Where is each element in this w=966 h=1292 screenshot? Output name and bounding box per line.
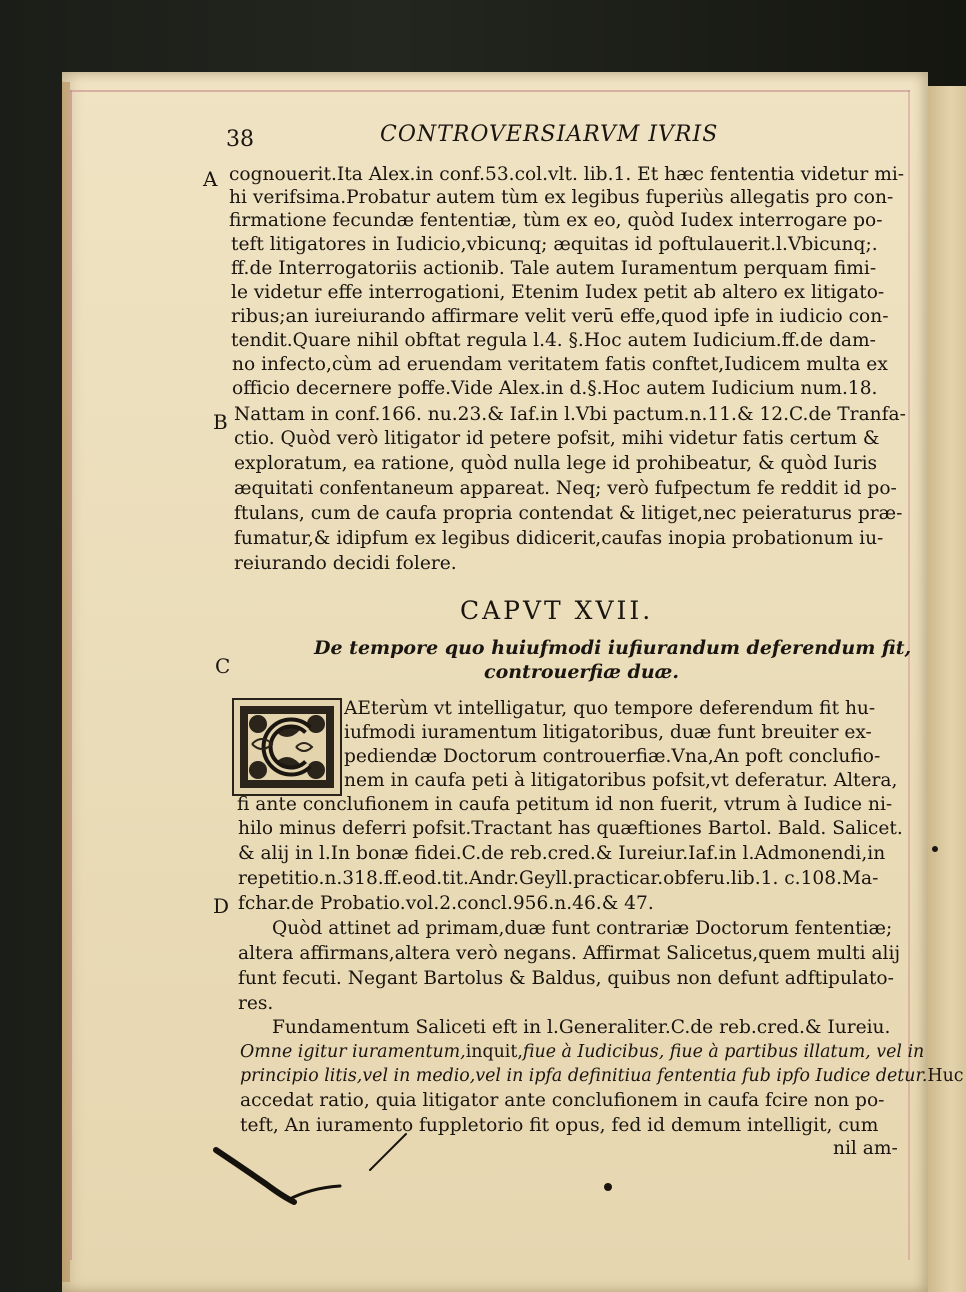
text-line: & alij in l.In bonæ fidei.C.de reb.cred.& Iureiur.Iaf.in l.Admonendi,in [238, 843, 886, 864]
chapter-title: CAPVT XVII. [460, 596, 654, 625]
next-page-edge [928, 86, 966, 1292]
italic-quote: fiue à Iudicibus, fiue à partibus illatum, vel in [522, 1042, 925, 1062]
text-line: firmatione fecundæ fententiæ, tùm ex eo, quòd Iudex interrogare po- [229, 210, 883, 231]
text-line: officio decernere poffe.Vide Alex.in d.§.Hoc autem Iudicium num.18. [232, 378, 878, 399]
text-line: æquitati confentaneum appareat. Neq; verò fufpectum fe reddit id po- [234, 478, 897, 499]
chapter-subtitle-line2: controuerfiæ duæ. [484, 661, 679, 683]
ink-stroke-mark [210, 1130, 430, 1220]
text-line: res. [238, 993, 274, 1014]
text-line: repetitio.n.318.ff.eod.tit.Andr.Geyll.practicar.obferu.lib.1. c.108.Ma- [238, 868, 879, 889]
text-line: exploratum, ea ratione, quòd nulla lege id prohibeatur, & quòd Iuris [234, 453, 878, 474]
roman-text: Huc [927, 1066, 964, 1086]
ink-dot [604, 1183, 612, 1191]
text-line: Quòd attinet ad primam,duæ funt contrariæ Doctorum fententiæ; [272, 918, 893, 939]
text-line: nem in caufa peti à litigatoribus pofsit,vt deferatur. Altera, [344, 770, 898, 791]
decorated-initial-c [232, 698, 342, 796]
text-line: ftulans, cum de caufa propria contendat & litiget,nec peieraturus præ- [234, 503, 903, 524]
italic-quote: principio litis,vel in medio,vel in ipfa definitiua fententia fub ipfo Iudice detur. [240, 1066, 928, 1086]
text-line: altera affirmans,altera verò negans. Affirmat Salicetus,quem multi alij [238, 943, 901, 964]
text-line: Fundamentum Saliceti eft in l.Generaliter.C.de reb.cred.& Iureiu. [272, 1017, 891, 1038]
red-rule-left [70, 90, 72, 1260]
text-line: fi ante conclufionem in caufa petitum id non fuerit, vtrum à Iudice ni- [237, 794, 893, 815]
text-line: funt fecuti. Negant Bartolus & Baldus, quibus non defunt adftipulato- [238, 968, 894, 989]
text-line: ctio. Quòd verò litigator id petere pofsit, mihi videtur fatis certum & [234, 428, 880, 449]
text-line: le videtur effe interrogationi, Etenim Iudex petit ab altero ex litigato- [231, 282, 885, 303]
text-line-mixed [240, 1041, 924, 1063]
chapter-subtitle-line1: De tempore quo huiufmodi iufiurandum deferendum fit, [314, 637, 912, 659]
margin-letter-d: D [213, 894, 230, 918]
page-gutter-shadow [62, 82, 70, 1282]
text-line: Nattam in conf.166. nu.23.& Iaf.in l.Vbi pactum.n.11.& 12.C.de Tranfa- [234, 404, 906, 425]
text-line: hi verifsima.Probatur autem tùm ex legibus fuperiùs allegatis pro con- [229, 187, 894, 208]
ink-dot [932, 846, 938, 852]
margin-letter-a: A [203, 167, 218, 191]
margin-letter-b: B [213, 410, 228, 434]
text-line-mixed [240, 1065, 964, 1087]
text-line: cognouerit.Ita Alex.in conf.53.col.vlt. lib.1. Et hæc fententia videtur mi- [229, 164, 905, 185]
text-line: pediendæ Doctorum controuerfiæ.Vna,An poft conclufio- [344, 746, 881, 767]
running-head: CONTROVERSIARVM IVRIS [380, 122, 719, 147]
red-rule-top [70, 90, 910, 92]
ornamental-initial-icon [234, 700, 340, 794]
italic-quote: Omne igitur iuramentum, [240, 1042, 466, 1062]
text-line: AEterùm vt intelligatur, quo tempore deferendum fit hu- [344, 698, 876, 719]
text-line: ff.de Interrogatoriis actionib. Tale autem Iuramentum perquam fimi- [231, 258, 877, 279]
catchword: nil am- [833, 1138, 898, 1159]
text-line: fchar.de Probatio.vol.2.concl.956.n.46.& 47. [238, 893, 654, 914]
page-number: 38 [226, 127, 254, 152]
text-line: teft, An iuramento fuppletorio fit opus, fed id demum intelligit, cum [240, 1115, 879, 1136]
text-line: teft litigatores in Iudicio,vbicunq; æquitas id poftulauerit.l.Vbicunq;. [231, 234, 878, 255]
text-line: iufmodi iuramentum litigatoribus, duæ funt breuiter ex- [344, 722, 872, 743]
text-line: fumatur,& idipfum ex legibus didicerit,caufas inopia probationum iu- [234, 528, 884, 549]
text-line: accedat ratio, quia litigator ante conclufionem in caufa fcire non po- [240, 1090, 885, 1111]
text-line: no infecto,cùm ad eruendam veritatem fatis conftet,Iudicem multa ex [232, 354, 888, 375]
text-line: reiurando decidi folere. [234, 553, 457, 574]
margin-letter-c: C [215, 654, 231, 678]
text-line: tendit.Quare nihil obftat regula l.4. §.Hoc autem Iudicium.ff.de dam- [231, 330, 876, 351]
roman-text: inquit, [465, 1042, 523, 1062]
text-line: hilo minus deferri pofsit.Tractant has quæftiones Bartol. Bald. Salicet. [238, 818, 903, 839]
text-line: ribus;an iureiurando affirmare velit verū effe,quod ipfe in iudicio con- [231, 306, 889, 327]
